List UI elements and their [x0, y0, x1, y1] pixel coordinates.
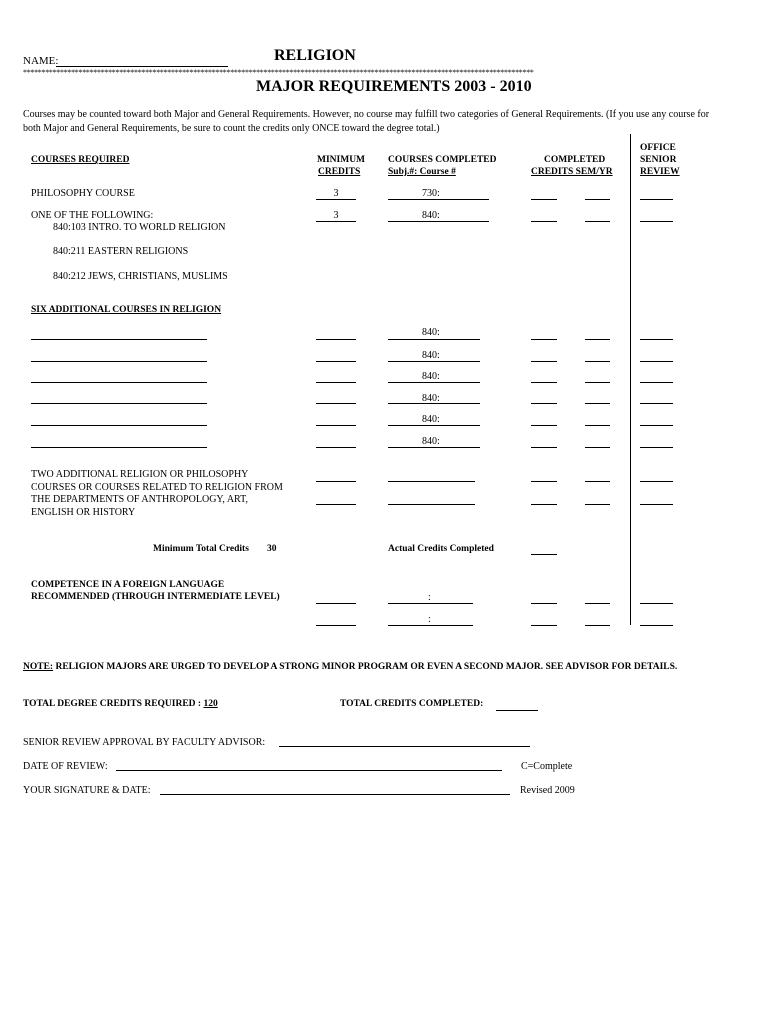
col-completed-1: COURSES COMPLETED	[388, 155, 497, 165]
note-text: RELIGION MAJORS ARE URGED TO DEVELOP A STRONG MINOR PROGRAM OR EVEN A SECOND MAJOR. SEE ADVISOR FOR DETAILS.	[53, 662, 678, 672]
six-min-credits-line[interactable]	[316, 361, 356, 362]
two-credits-field[interactable]	[531, 504, 557, 505]
six-review-field[interactable]	[640, 403, 673, 404]
option-211: 840:211 EASTERN RELIGIONS	[53, 246, 189, 257]
two-additional-line-3: THE DEPARTMENTS OF ANTHROPOLOGY, ART,	[31, 494, 248, 505]
actual-credits-field[interactable]	[531, 554, 557, 555]
six-course-name-line[interactable]	[31, 382, 207, 383]
one-of-sem-field[interactable]	[585, 221, 610, 222]
six-additional-header: SIX ADDITIONAL COURSES IN RELIGION	[31, 305, 222, 315]
total-required-value: 120	[203, 699, 218, 709]
two-credits-field[interactable]	[531, 481, 557, 482]
six-review-field[interactable]	[640, 361, 673, 362]
six-sem-field[interactable]	[585, 361, 610, 362]
star-divider: ******************************************************************************************************************************************	[23, 68, 534, 77]
col-office-2: SENIOR	[640, 155, 677, 165]
six-course-code: 840:	[422, 414, 440, 425]
six-review-field[interactable]	[640, 425, 673, 426]
total-completed-field[interactable]	[496, 710, 538, 711]
col-completed-2: Subj.#: Course #	[388, 167, 456, 177]
intro-line-2: both Major and General Requirements, be sure to count the credits only ONCE toward the degree total.)	[23, 123, 440, 134]
intro-line-1: Courses may be counted toward both Major and General Requirements. However, no course may fulfill two categories of General Requirements. (If you use any course for	[23, 109, 710, 120]
philosophy-credits-line	[316, 199, 356, 200]
signature-field[interactable]	[160, 794, 510, 795]
philosophy-credits-field[interactable]	[531, 199, 557, 200]
revised-note: Revised 2009	[520, 785, 575, 796]
six-course-name-line[interactable]	[31, 403, 207, 404]
one-of-course-code: 840:	[422, 210, 440, 221]
six-credits-field[interactable]	[531, 403, 557, 404]
six-course-field[interactable]	[388, 382, 480, 383]
senior-review-field[interactable]	[279, 746, 530, 747]
one-of-min-credits: 3	[333, 210, 339, 221]
six-course-code: 840:	[422, 393, 440, 404]
six-credits-field[interactable]	[531, 339, 557, 340]
office-column-divider	[630, 134, 631, 625]
six-course-field[interactable]	[388, 361, 480, 362]
six-min-credits-line[interactable]	[316, 425, 356, 426]
language-course-field[interactable]	[388, 603, 473, 604]
six-course-name-line[interactable]	[31, 339, 207, 340]
c-complete-legend: C=Complete	[521, 761, 573, 772]
six-course-code: 840:	[422, 350, 440, 361]
two-review-field[interactable]	[640, 481, 673, 482]
min-total-label: Minimum Total Credits	[153, 544, 249, 554]
date-review-label: DATE OF REVIEW:	[23, 761, 108, 772]
language-line-1: COMPETENCE IN A FOREIGN LANGUAGE	[31, 580, 225, 590]
language-sem-field[interactable]	[585, 603, 610, 604]
language-course-field[interactable]	[388, 625, 473, 626]
six-course-name-line[interactable]	[31, 361, 207, 362]
six-review-field[interactable]	[640, 339, 673, 340]
language-credits-field[interactable]	[531, 603, 557, 604]
page-title: MAJOR REQUIREMENTS 2003 - 2010	[256, 78, 532, 95]
two-sem-field[interactable]	[585, 504, 610, 505]
two-additional-line-4: ENGLISH OR HISTORY	[31, 507, 136, 518]
two-sem-field[interactable]	[585, 481, 610, 482]
two-min-credits-line[interactable]	[316, 481, 356, 482]
six-course-field[interactable]	[388, 403, 480, 404]
six-review-field[interactable]	[640, 447, 673, 448]
actual-credits-label: Actual Credits Completed	[388, 544, 494, 554]
name-label: NAME:	[23, 55, 59, 67]
philosophy-sem-field[interactable]	[585, 199, 610, 200]
two-review-field[interactable]	[640, 504, 673, 505]
philosophy-course-field[interactable]	[388, 199, 489, 200]
two-additional-line-1: TWO ADDITIONAL RELIGION OR PHILOSOPHY	[31, 469, 249, 480]
language-review-field[interactable]	[640, 625, 673, 626]
subject-title: RELIGION	[274, 47, 356, 64]
six-course-name-line[interactable]	[31, 447, 207, 448]
col-min-credits-2: CREDITS	[318, 167, 361, 177]
note	[23, 662, 677, 672]
col-credits-sem-2: CREDITS SEM/YR	[531, 167, 613, 177]
language-min-credits-line[interactable]	[316, 625, 356, 626]
philosophy-review-field[interactable]	[640, 199, 673, 200]
philosophy-min-credits: 3	[333, 188, 339, 199]
six-credits-field[interactable]	[531, 425, 557, 426]
col-office-1: OFFICE	[640, 143, 676, 153]
col-credits-sem-1: COMPLETED	[544, 155, 606, 165]
language-min-credits-line[interactable]	[316, 603, 356, 604]
language-review-field[interactable]	[640, 603, 673, 604]
col-min-credits-1: MINIMUM	[317, 155, 366, 165]
six-course-code: 840:	[422, 327, 440, 338]
six-sem-field[interactable]	[585, 425, 610, 426]
signature-label: YOUR SIGNATURE & DATE:	[23, 785, 151, 796]
six-course-code: 840:	[422, 436, 440, 447]
six-sem-field[interactable]	[585, 339, 610, 340]
six-course-code: 840:	[422, 371, 440, 382]
two-additional-line-2: COURSES OR COURSES RELATED TO RELIGION FROM	[31, 482, 283, 493]
philosophy-course-code: 730:	[422, 188, 440, 199]
name-field[interactable]	[56, 66, 228, 67]
six-course-field[interactable]	[388, 339, 480, 340]
option-103: 840:103 INTRO. TO WORLD RELIGION	[53, 222, 226, 233]
language-colon: :	[428, 592, 431, 603]
language-sem-field[interactable]	[585, 625, 610, 626]
six-review-field[interactable]	[640, 382, 673, 383]
six-course-field[interactable]	[388, 425, 480, 426]
one-of-credits-field[interactable]	[531, 221, 557, 222]
philosophy-course-label: PHILOSOPHY COURSE	[31, 188, 135, 199]
six-credits-field[interactable]	[531, 382, 557, 383]
two-course-field[interactable]	[388, 481, 475, 482]
six-min-credits-line[interactable]	[316, 403, 356, 404]
total-required	[23, 699, 218, 709]
six-sem-field[interactable]	[585, 403, 610, 404]
note-label: NOTE:	[23, 662, 54, 672]
total-completed-label: TOTAL CREDITS COMPLETED:	[340, 699, 484, 709]
option-212: 840:212 JEWS, CHRISTIANS, MUSLIMS	[53, 271, 228, 282]
six-sem-field[interactable]	[585, 382, 610, 383]
two-course-field[interactable]	[388, 504, 475, 505]
two-min-credits-line[interactable]	[316, 504, 356, 505]
col-courses-required: COURSES REQUIRED	[31, 155, 130, 165]
six-sem-field[interactable]	[585, 447, 610, 448]
one-of-course-field[interactable]	[388, 221, 489, 222]
six-min-credits-line[interactable]	[316, 447, 356, 448]
one-of-credits-line	[316, 221, 356, 222]
senior-review-label: SENIOR REVIEW APPROVAL BY FACULTY ADVISOR:	[23, 737, 266, 748]
six-credits-field[interactable]	[531, 447, 557, 448]
six-course-field[interactable]	[388, 447, 480, 448]
date-review-field[interactable]	[116, 770, 502, 771]
min-total-value: 30	[267, 544, 277, 554]
language-colon: :	[428, 614, 431, 625]
six-credits-field[interactable]	[531, 361, 557, 362]
col-office-3: REVIEW	[640, 167, 680, 177]
total-required-label: TOTAL DEGREE CREDITS REQUIRED :	[23, 699, 204, 709]
language-credits-field[interactable]	[531, 625, 557, 626]
one-of-review-field[interactable]	[640, 221, 673, 222]
six-min-credits-line[interactable]	[316, 382, 356, 383]
six-course-name-line[interactable]	[31, 425, 207, 426]
language-line-2: RECOMMENDED (THROUGH INTERMEDIATE LEVEL)	[31, 592, 280, 602]
six-min-credits-line[interactable]	[316, 339, 356, 340]
one-of-label: ONE OF THE FOLLOWING:	[31, 210, 154, 221]
